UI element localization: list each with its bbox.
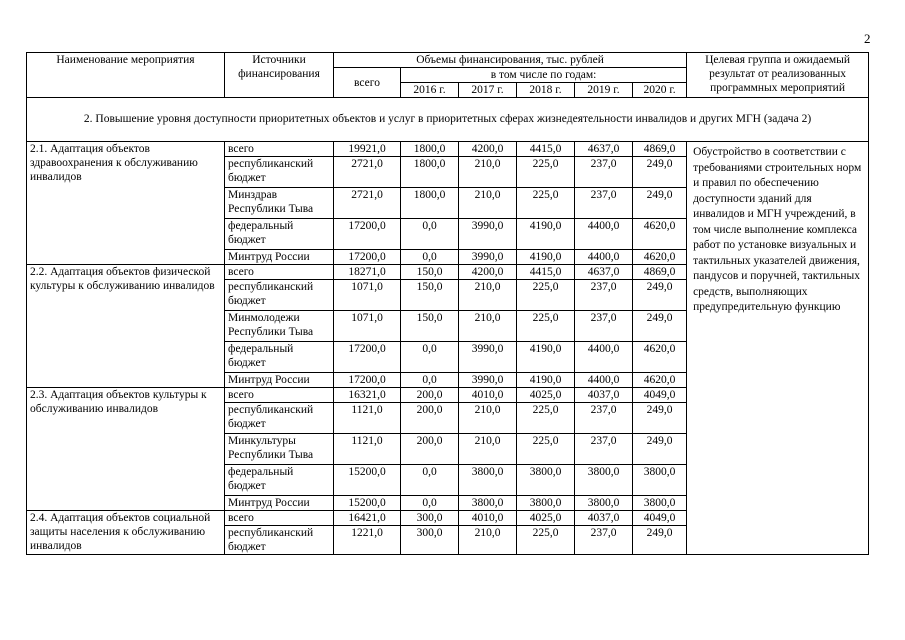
source-cell: федеральный бюджет xyxy=(225,465,334,496)
year-2017-cell: 210,0 xyxy=(459,188,517,219)
header-total: всего xyxy=(334,68,401,98)
header-volume: Объемы финансирования, тыс. рублей xyxy=(334,53,687,68)
year-2018-cell: 4190,0 xyxy=(517,219,575,250)
year-2019-cell: 4400,0 xyxy=(575,342,633,373)
year-2017-cell: 3990,0 xyxy=(459,250,517,265)
year-2016-cell: 200,0 xyxy=(401,403,459,434)
year-2018-cell: 225,0 xyxy=(517,157,575,188)
year-2020-cell: 4869,0 xyxy=(633,142,687,157)
year-2016-cell: 1800,0 xyxy=(401,188,459,219)
year-2019-cell: 237,0 xyxy=(575,434,633,465)
year-2020-cell: 3800,0 xyxy=(633,465,687,496)
total-cell: 16321,0 xyxy=(334,388,401,403)
total-cell: 1071,0 xyxy=(334,311,401,342)
source-cell: Минздрав Республики Тыва xyxy=(225,188,334,219)
year-2019-cell: 4400,0 xyxy=(575,373,633,388)
year-2016-cell: 300,0 xyxy=(401,526,459,555)
year-2018-cell: 225,0 xyxy=(517,434,575,465)
year-2020-cell: 249,0 xyxy=(633,403,687,434)
year-2020-cell: 4620,0 xyxy=(633,373,687,388)
header-name: Наименование мероприятия xyxy=(27,53,225,98)
total-cell: 15200,0 xyxy=(334,496,401,511)
year-2017-cell: 210,0 xyxy=(459,526,517,555)
source-cell: всего xyxy=(225,265,334,280)
year-2019-cell: 4037,0 xyxy=(575,388,633,403)
total-cell: 1121,0 xyxy=(334,434,401,465)
year-2020-cell: 249,0 xyxy=(633,280,687,311)
header-year-2016: 2016 г. xyxy=(401,83,459,98)
source-cell: федеральный бюджет xyxy=(225,219,334,250)
source-cell: федеральный бюджет xyxy=(225,342,334,373)
measure-name: 2.2. Адаптация объектов физической культуры к обслуживанию инвалидов xyxy=(27,265,225,388)
header-source: Источники финансирования xyxy=(225,53,334,98)
year-2019-cell: 4637,0 xyxy=(575,142,633,157)
year-2016-cell: 0,0 xyxy=(401,373,459,388)
year-2017-cell: 210,0 xyxy=(459,434,517,465)
source-cell: Минтруд России xyxy=(225,250,334,265)
source-cell: республиканский бюджет xyxy=(225,157,334,188)
funding-table xyxy=(26,52,869,555)
source-cell: всего xyxy=(225,511,334,526)
target-result: Обустройство в соответствии с требованиями строительных норм и правил по обеспечению доступности зданий для инвалидов и МГН учреждений, в том числе выполнение комплекса работ по установке визуальных и тактильных указателей движения, пандусов и поручней, тактильных средств, выполняющих предупредительную функцию xyxy=(687,142,869,555)
year-2017-cell: 210,0 xyxy=(459,280,517,311)
measure-name: 2.1. Адаптация объектов здравоохранения к обслуживанию инвалидов xyxy=(27,142,225,265)
source-cell: всего xyxy=(225,142,334,157)
header-year-2018: 2018 г. xyxy=(517,83,575,98)
source-cell: Минтруд России xyxy=(225,373,334,388)
total-cell: 17200,0 xyxy=(334,342,401,373)
year-2017-cell: 3990,0 xyxy=(459,373,517,388)
year-2018-cell: 225,0 xyxy=(517,280,575,311)
year-2020-cell: 249,0 xyxy=(633,434,687,465)
header-year-2017: 2017 г. xyxy=(459,83,517,98)
year-2020-cell: 3800,0 xyxy=(633,496,687,511)
year-2017-cell: 3800,0 xyxy=(459,496,517,511)
year-2016-cell: 200,0 xyxy=(401,434,459,465)
year-2020-cell: 249,0 xyxy=(633,188,687,219)
year-2017-cell: 4010,0 xyxy=(459,388,517,403)
year-2016-cell: 0,0 xyxy=(401,250,459,265)
header-year-2019: 2019 г. xyxy=(575,83,633,98)
year-2018-cell: 4025,0 xyxy=(517,388,575,403)
header-by-years: в том числе по годам: xyxy=(401,68,687,83)
total-cell: 19921,0 xyxy=(334,142,401,157)
year-2017-cell: 4010,0 xyxy=(459,511,517,526)
year-2019-cell: 4400,0 xyxy=(575,219,633,250)
total-cell: 18271,0 xyxy=(334,265,401,280)
measure-name: 2.3. Адаптация объектов культуры к обслуживанию инвалидов xyxy=(27,388,225,511)
year-2016-cell: 150,0 xyxy=(401,280,459,311)
year-2017-cell: 210,0 xyxy=(459,403,517,434)
section-title: 2. Повышение уровня доступности приоритетных объектов и услуг в приоритетных сферах жизнедеятельности инвалидов и других МГН (задача 2) xyxy=(27,98,869,142)
total-cell: 16421,0 xyxy=(334,511,401,526)
year-2016-cell: 0,0 xyxy=(401,496,459,511)
year-2018-cell: 4415,0 xyxy=(517,265,575,280)
total-cell: 15200,0 xyxy=(334,465,401,496)
year-2018-cell: 4025,0 xyxy=(517,511,575,526)
year-2019-cell: 237,0 xyxy=(575,280,633,311)
year-2019-cell: 237,0 xyxy=(575,403,633,434)
year-2019-cell: 3800,0 xyxy=(575,496,633,511)
source-cell: всего xyxy=(225,388,334,403)
year-2016-cell: 200,0 xyxy=(401,388,459,403)
year-2020-cell: 4620,0 xyxy=(633,219,687,250)
year-2018-cell: 4190,0 xyxy=(517,342,575,373)
year-2016-cell: 1800,0 xyxy=(401,142,459,157)
year-2016-cell: 1800,0 xyxy=(401,157,459,188)
year-2018-cell: 225,0 xyxy=(517,311,575,342)
year-2020-cell: 4049,0 xyxy=(633,511,687,526)
year-2020-cell: 4620,0 xyxy=(633,342,687,373)
year-2019-cell: 4637,0 xyxy=(575,265,633,280)
year-2016-cell: 0,0 xyxy=(401,219,459,250)
source-cell: республиканский бюджет xyxy=(225,403,334,434)
year-2016-cell: 0,0 xyxy=(401,342,459,373)
year-2019-cell: 4037,0 xyxy=(575,511,633,526)
header-year-2020: 2020 г. xyxy=(633,83,687,98)
total-cell: 2721,0 xyxy=(334,157,401,188)
total-cell: 17200,0 xyxy=(334,250,401,265)
year-2019-cell: 237,0 xyxy=(575,526,633,555)
table-row xyxy=(27,142,869,157)
year-2019-cell: 237,0 xyxy=(575,157,633,188)
year-2016-cell: 300,0 xyxy=(401,511,459,526)
year-2016-cell: 150,0 xyxy=(401,311,459,342)
year-2017-cell: 210,0 xyxy=(459,311,517,342)
year-2018-cell: 225,0 xyxy=(517,526,575,555)
source-cell: Минтруд России xyxy=(225,496,334,511)
year-2017-cell: 3990,0 xyxy=(459,219,517,250)
year-2017-cell: 4200,0 xyxy=(459,142,517,157)
year-2020-cell: 249,0 xyxy=(633,157,687,188)
source-cell: Минмолодежи Республики Тыва xyxy=(225,311,334,342)
page-number: 2 xyxy=(864,31,871,46)
year-2018-cell: 3800,0 xyxy=(517,496,575,511)
year-2020-cell: 249,0 xyxy=(633,311,687,342)
year-2020-cell: 4869,0 xyxy=(633,265,687,280)
year-2017-cell: 3800,0 xyxy=(459,465,517,496)
total-cell: 1121,0 xyxy=(334,403,401,434)
year-2019-cell: 3800,0 xyxy=(575,465,633,496)
source-cell: Минкультуры Республики Тыва xyxy=(225,434,334,465)
year-2016-cell: 0,0 xyxy=(401,465,459,496)
year-2018-cell: 225,0 xyxy=(517,403,575,434)
year-2019-cell: 4400,0 xyxy=(575,250,633,265)
total-cell: 2721,0 xyxy=(334,188,401,219)
year-2018-cell: 4190,0 xyxy=(517,250,575,265)
year-2017-cell: 210,0 xyxy=(459,157,517,188)
header-target: Целевая группа и ожидаемый результат от реализованных программных мероприятий xyxy=(687,53,869,98)
year-2020-cell: 249,0 xyxy=(633,526,687,555)
total-cell: 1221,0 xyxy=(334,526,401,555)
year-2020-cell: 4049,0 xyxy=(633,388,687,403)
year-2018-cell: 4415,0 xyxy=(517,142,575,157)
measure-name: 2.4. Адаптация объектов социальной защиты населения к обслуживанию инвалидов xyxy=(27,511,225,555)
year-2017-cell: 4200,0 xyxy=(459,265,517,280)
year-2018-cell: 225,0 xyxy=(517,188,575,219)
source-cell: республиканский бюджет xyxy=(225,280,334,311)
year-2018-cell: 3800,0 xyxy=(517,465,575,496)
total-cell: 17200,0 xyxy=(334,219,401,250)
total-cell: 17200,0 xyxy=(334,373,401,388)
year-2018-cell: 4190,0 xyxy=(517,373,575,388)
year-2020-cell: 4620,0 xyxy=(633,250,687,265)
total-cell: 1071,0 xyxy=(334,280,401,311)
year-2019-cell: 237,0 xyxy=(575,311,633,342)
source-cell: республиканский бюджет xyxy=(225,526,334,555)
year-2016-cell: 150,0 xyxy=(401,265,459,280)
year-2017-cell: 3990,0 xyxy=(459,342,517,373)
year-2019-cell: 237,0 xyxy=(575,188,633,219)
